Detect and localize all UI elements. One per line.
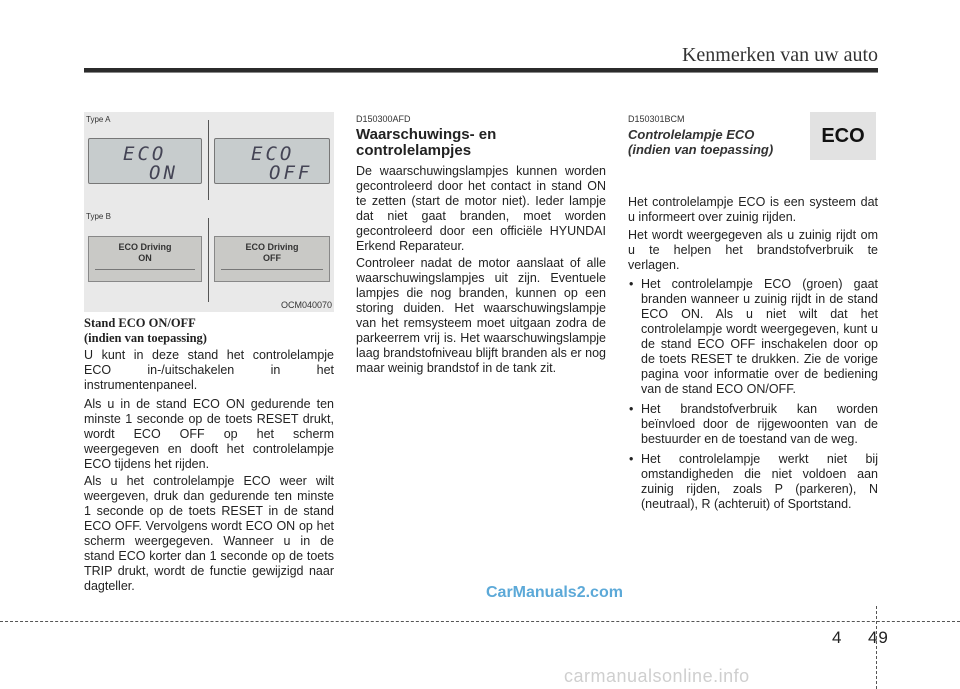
lcd-type-b-on — [88, 236, 202, 282]
col1-paragraph-3: Als u het controlelampje ECO weer wilt weergeven, druk dan gedurende ten minste 1 seconde op de toets RESET in de stand ECO OFF. Vervolgens wordt ECO ON op het scherm weergegeven. Wanneer u in de stand ECO korter dan 1 seconde op de toets TRIP drukt, wordt de functie gewijzigd naar dagteller. — [84, 474, 334, 593]
footer-dashed-line — [0, 621, 960, 622]
col1-paragraph-2: Als u in de stand ECO ON gedurende ten minste 1 seconde op de toets RESET drukt, wordt ECO OFF op het scherm weergegeven en dooft het controlelampje ECO tijdens het rijden. — [84, 397, 334, 471]
figure-divider-a — [208, 120, 209, 200]
col3-heading — [628, 127, 806, 157]
page-header-title: Kenmerken van uw auto — [681, 44, 878, 66]
col3-code: D150301BCM — [628, 114, 685, 124]
header-rule-thin — [84, 72, 878, 73]
lcd-type-a-off-line2: OFF — [269, 162, 313, 184]
col2-paragraph-1: De waarschuwingslampjes kunnen worden gecontroleerd door het contact in stand ON te zetten (start de motor niet). Ieder lampje dat niet gaat branden, moet worden gecontroleerd door een officiële HYUNDAI Erkend Reparateur. — [356, 164, 606, 253]
col3-heading-line2: (indien van toepassing) — [628, 142, 774, 157]
lcd-type-a-on-line1: ECO — [123, 143, 167, 165]
col3-paragraph-1: Het controlelampje ECO is een systeem dat u informeert over zuinig rijden. — [628, 195, 878, 224]
figure-divider-b — [208, 218, 209, 302]
eco-indicator-icon: ECO — [810, 112, 876, 160]
lcd-type-b-on-line1: ECO Driving — [118, 242, 172, 252]
carmanuals-watermark-link[interactable]: CarManuals2.com — [486, 584, 623, 601]
col1-subheading-line1: Stand ECO ON/OFF — [84, 316, 196, 330]
col2-heading-line1: Waarschuwings- en — [356, 126, 497, 143]
lcd-type-a-on — [88, 138, 202, 184]
col2-paragraph-2: Controleer nadat de motor aanslaat of alle waarschuwingslampjes uit zijn. Eventuele lampjes die nog branden, kunnen op een storing duiden. Het waarschuwingslampje van het remsysteem moet uitgaan zodra de parkeerrem vrij is. Het waarschuwingslampje laag brandstofniveau blijft branden als er nog maar weinig brandstof in de tank zit. — [356, 256, 606, 375]
col3-heading-line1: Controlelampje ECO — [628, 127, 755, 142]
lcd-type-b-off — [214, 236, 330, 282]
figure-code: OCM040070 — [280, 300, 332, 310]
lcd-type-b-on-line2: ON — [138, 253, 152, 263]
col3-bullet-1: • Het controlelampje ECO (groen) gaat branden wanneer u zuinig rijdt in de stand ECO ON. Als u niet wilt dat het controlelampje wordt weergegeven, kunt u de stand ECO OFF inschakelen door op de toets RESET te drukken. Zie de vorige pagina voor informatie over de bediening van de stand ECO ON/OFF. — [628, 277, 878, 397]
lcd-type-b-off-line1: ECO Driving — [245, 242, 299, 252]
bottom-watermark: carmanualsonline.info — [564, 666, 750, 686]
col1-subheading — [84, 316, 334, 346]
col2-heading — [356, 127, 606, 159]
lcd-type-a-on-line2: ON — [149, 162, 178, 184]
lcd-type-a-off-line1: ECO — [251, 143, 295, 165]
page-number — [832, 628, 889, 648]
lcd-type-b-off-rule — [221, 269, 323, 270]
lcd-type-a-off — [214, 138, 330, 184]
col1-paragraph-1: U kunt in deze stand het controlelampje ECO in-/uitschakelen in het instrumentenpaneel. — [84, 348, 334, 392]
eco-display-figure — [84, 112, 334, 312]
col2-heading-line2: controlelampjes — [356, 142, 472, 159]
col3-bullet-2: • Het brandstofverbruik kan worden beïnvloed door de rijgewoonten van de bestuurder en de toestand van de weg. — [628, 402, 878, 447]
col3-bullet-3: • Het controlelampje werkt niet bij omstandigheden die niet voldoen aan zuinig rijden, zoals P (parkeren), N (neutraal), R (achteruit) of Sportstand. — [628, 452, 878, 512]
type-a-label: Type A — [86, 115, 111, 124]
col2-code: D150300AFD — [356, 114, 411, 124]
lcd-type-b-off-line2: OFF — [263, 253, 281, 263]
col3-bullet-list — [628, 277, 878, 517]
col1-subheading-line2: (indien van toepassing) — [84, 331, 207, 345]
type-b-label: Type B — [86, 212, 111, 221]
lcd-type-b-on-rule — [95, 269, 195, 270]
page-number-value: 49 — [867, 628, 889, 647]
col3-paragraph-2: Het wordt weergegeven als u zuinig rijdt om u te helpen het brandstofverbruik te verlagen. — [628, 228, 878, 272]
page-section: 4 — [832, 628, 843, 647]
